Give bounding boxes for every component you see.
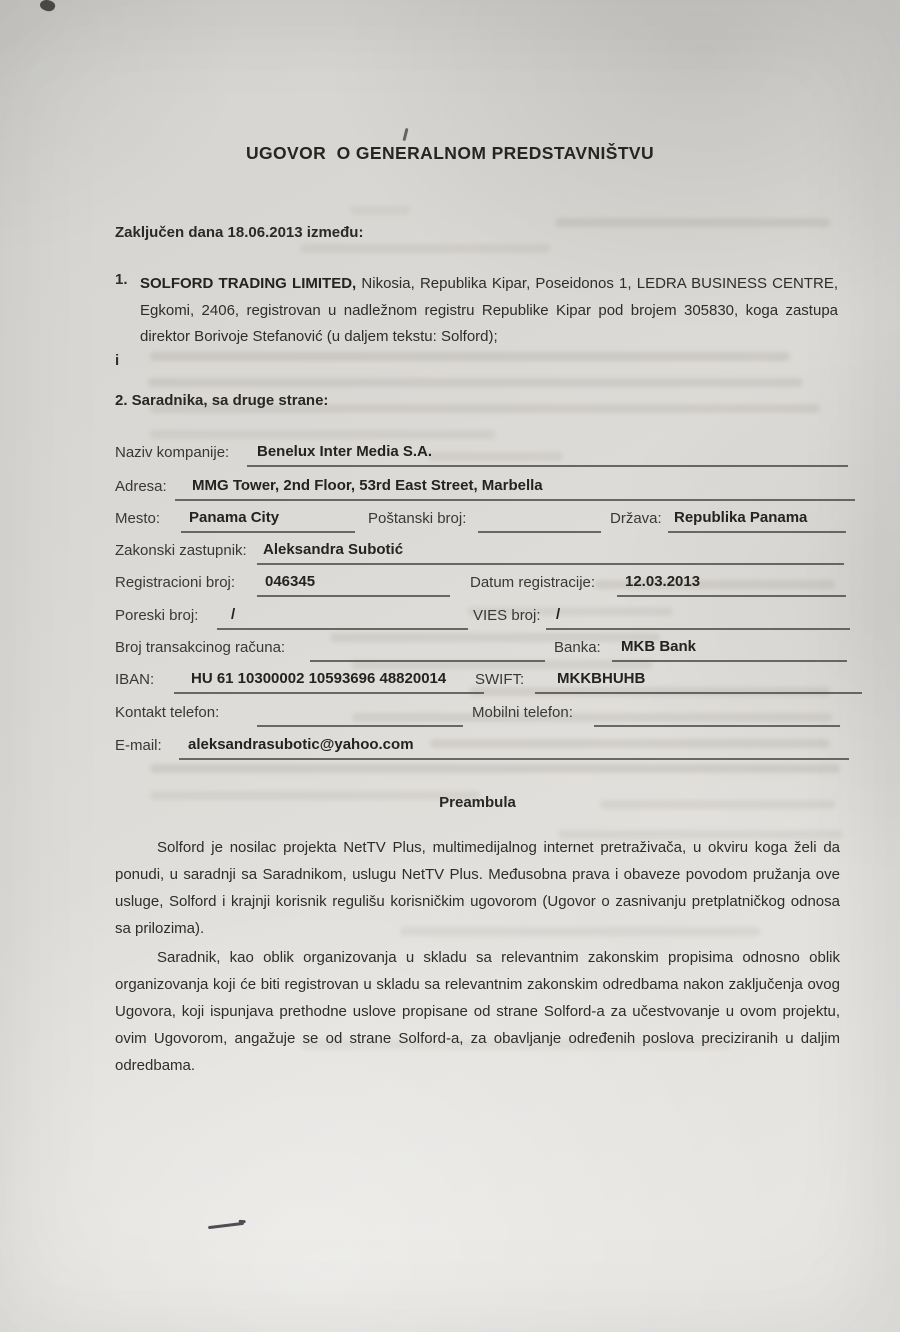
registration-date-field: 12.03.2013 — [617, 573, 846, 597]
postal-code-field — [478, 509, 601, 533]
bleedthrough-mark — [300, 244, 550, 253]
form-row-tax-vies — [115, 606, 840, 632]
pen-mark — [208, 1222, 244, 1229]
bleedthrough-mark — [148, 378, 803, 387]
registration-date-label: Datum registracije: — [470, 574, 596, 591]
legal-representative-label: Zakonski zastupnik: — [115, 542, 247, 559]
form-row-account-bank — [115, 638, 840, 664]
address-field: MMG Tower, 2nd Floor, 53rd East Street, Marbella — [175, 477, 855, 501]
contact-phone-field — [257, 703, 463, 727]
registration-number-field: 046345 — [257, 573, 450, 597]
transaction-account-field — [310, 638, 545, 662]
bleedthrough-mark — [150, 352, 790, 361]
tax-number-label: Poreski broj: — [115, 607, 199, 624]
party1-paragraph — [140, 271, 838, 351]
company-name-label: Naziv kompanije: — [115, 444, 230, 461]
stray-mark — [402, 128, 408, 141]
email-label: E-mail: — [115, 737, 162, 754]
mobile-phone-field — [594, 703, 840, 727]
party1-name: SOLFORD TRADING LIMITED, — [140, 275, 357, 292]
company-name-field: Benelux Inter Media S.A. — [247, 443, 848, 467]
form-row-legal-representative — [115, 541, 840, 567]
vies-number-label: VIES broj: — [473, 607, 541, 624]
bleedthrough-mark — [350, 206, 410, 215]
country-label: Država: — [610, 510, 662, 527]
bleedthrough-mark — [150, 764, 840, 773]
mobile-phone-label: Mobilni telefon: — [472, 704, 573, 721]
registration-number-label: Registracioni broj: — [115, 574, 236, 591]
document-title: UGOVOR O GENERALNOM PREDSTAVNIŠTVU — [245, 143, 655, 163]
swift-field: MKKBHUHB — [535, 670, 862, 694]
contact-phone-label: Kontakt telefon: — [115, 704, 220, 721]
city-label: Mesto: — [115, 510, 161, 527]
email-field: aleksandrasubotic@yahoo.com — [179, 736, 849, 760]
party1-details: Nikosia, Republika Kipar, Poseidonos 1, LEDRA BUSINESS CENTRE, Egkomi, 2406, registrovan u nadležnom registru Republike Kipar pod brojem 305830, koga zastupa direktor Borivoje Stefanović (u daljem tekstu: Solford); — [140, 275, 839, 345]
bleedthrough-mark — [150, 430, 495, 439]
swift-label: SWIFT: — [475, 671, 525, 688]
address-label: Adresa: — [115, 478, 167, 495]
conjunction-i: i — [115, 352, 120, 369]
preamble-paragraph-2: Saradnik, kao oblik organizovanja u skladu sa relevantnim zakonskim propisima odnosno oblik organizovanja koji će biti registrovan u skladu sa relevantnim zakonskim odredbama nakon zaključenja ovog Ugovora, koji ispunjava prethodne uslove propisane od strane Solford-a za učestvovanje u ovom projektu, ovim Ugovorom, angažuje se od strane Solford-a, za obavljanje određenih poslova preciziranih u daljim odredbama. — [115, 949, 840, 1074]
bank-label: Banka: — [554, 639, 601, 656]
form-row-company-name — [115, 443, 840, 469]
form-row-address — [115, 477, 840, 503]
iban-field: HU 61 10300002 10593696 48820014 — [174, 670, 484, 694]
country-field: Republika Panama — [668, 509, 846, 533]
city-field: Panama City — [181, 509, 355, 533]
tax-number-field: / — [217, 606, 468, 630]
form-row-email — [115, 736, 840, 762]
legal-representative-field: Aleksandra Subotić — [257, 541, 844, 565]
party1-number: 1. — [115, 271, 128, 288]
form-row-phones — [115, 703, 840, 729]
postal-code-label: Poštanski broj: — [368, 510, 467, 527]
iban-label: IBAN: — [115, 671, 155, 688]
preamble-heading: Preambula — [439, 794, 516, 811]
date-line: Zaključen dana 18.06.2013 između: — [115, 224, 364, 241]
vies-number-field: / — [546, 606, 850, 630]
preamble-paragraph-1: Solford je nosilac projekta NetTV Plus, multimedijalnog internet pretraživača, u okviru koga želi da ponudi, u saradnji sa Saradnikom, uslugu NetTV Plus. Međusobna prava i obaveze povodom pružanja ove usluge, Solford i krajnji korisnik regulišu korisničkim ugovorom (Ugovor o zasnivanju pretplatničkog odnosa sa prilozima). — [115, 839, 840, 937]
party2-heading: 2. Saradnika, sa druge strane: — [115, 392, 329, 409]
bank-field: MKB Bank — [612, 638, 847, 662]
bleedthrough-mark — [555, 218, 830, 227]
ink-speck — [39, 0, 57, 13]
form-row-city-postal-country — [115, 509, 840, 535]
transaction-account-label: Broj transakcinog računa: — [115, 639, 286, 656]
form-row-iban-swift — [115, 670, 840, 696]
form-row-registration — [115, 573, 840, 599]
